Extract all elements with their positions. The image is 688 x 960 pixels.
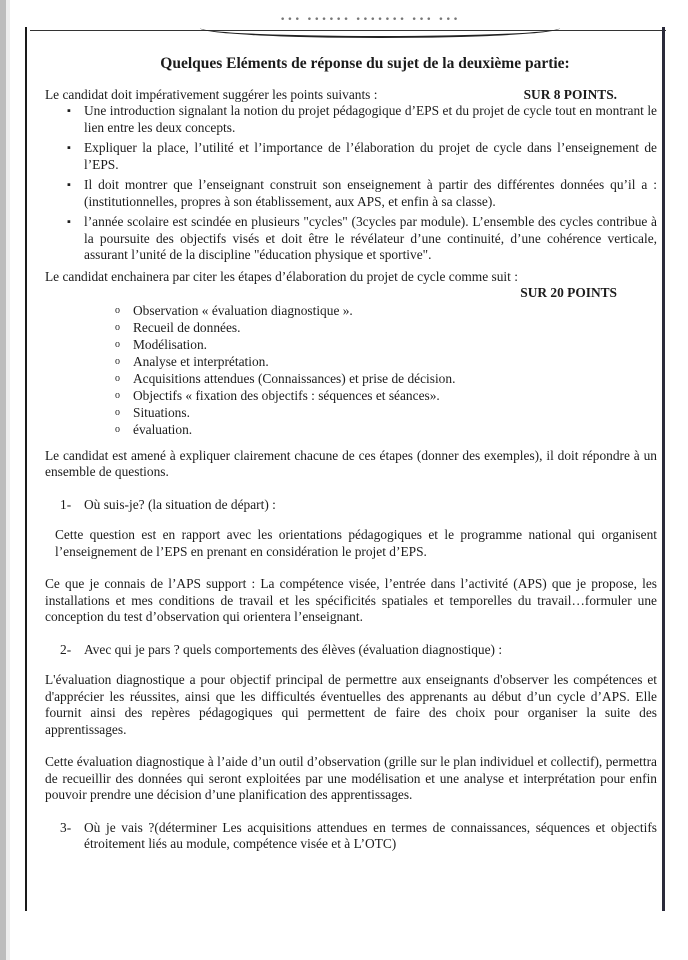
circle-bullet-icon: o xyxy=(115,423,120,435)
section2-intro: Le candidat enchainera par citer les étapes d’élaboration du projet de cycle comme suit : xyxy=(45,268,518,284)
question-number: 1- xyxy=(60,496,72,512)
question-2 xyxy=(45,642,657,659)
explain-paragraph: Le candidat est amené à expliquer clairement chacune de ces étapes (donner des exemples), il doit répondre à un ensemble de questions. xyxy=(45,447,657,479)
section2-points: SUR 20 POINTS xyxy=(520,285,617,300)
list-item: ▪ Il doit montrer que l’enseignant construit son enseignement à partir des différentes données qu’il a : (institutionnelles, propres à son établissement, aux APS, et enfin à sa classe). xyxy=(67,177,657,209)
section1-intro-row xyxy=(45,87,657,104)
bullet-icon: ▪ xyxy=(67,142,71,154)
question-number: 2- xyxy=(60,641,72,657)
question-text: Où je vais ?(déterminer Les acquisitions attendues en termes de connaissances, séquences et objectifs étroitement liés au module, compétence visée et à L’OTC) xyxy=(84,819,657,851)
question-3 xyxy=(45,820,657,853)
question-2-answer-2: Cette évaluation diagnostique à l’aide d’un outil d’observation (grille sur le plan individuel et collectif), permettra de recueillir des données qui seront exploitées par une modélisation et une analyse et interprétation pour enfin pouvoir prendre une décision d’une planification des apprentissages. xyxy=(45,754,657,802)
document-body xyxy=(45,56,657,853)
section1-bullet-list xyxy=(45,103,657,264)
step-item: o Acquisitions attendues (Connaissances) et prise de décision. xyxy=(115,370,456,386)
step-item: o Objectifs « fixation des objectifs : séquences et séances». xyxy=(115,387,440,403)
question-text: Où suis-je? (la situation de départ) : xyxy=(84,496,276,512)
list-item: ▪ Une introduction signalant la notion du projet pédagogique d’EPS et du projet de cycle tout en montrant le lien entre les deux concepts. xyxy=(67,103,657,135)
section1-points: SUR 8 POINTS. xyxy=(523,86,617,102)
question-1 xyxy=(45,497,657,514)
circle-bullet-icon: o xyxy=(115,389,120,401)
step-item: o évaluation. xyxy=(115,421,193,437)
step-item: o Modélisation. xyxy=(115,336,208,352)
scan-edge-inner xyxy=(6,0,10,960)
step-item: o Situations. xyxy=(115,404,190,420)
steps-list xyxy=(45,302,657,438)
question-1-answer-1: Cette question est en rapport avec les orientations pédagogiques et le programme national qui organisent l’enseignement de l’EPS en prenant en considération le projet d’EPS. xyxy=(55,527,657,559)
circle-bullet-icon: o xyxy=(115,304,120,316)
section1-intro: Le candidat doit impérativement suggérer les points suivants : xyxy=(45,86,378,102)
cut-off-header: ••• •••••• ••••••• ••• ••• xyxy=(280,15,461,25)
circle-bullet-icon: o xyxy=(115,372,120,384)
circle-bullet-icon: o xyxy=(115,338,120,350)
question-1-answer-2: Ce que je connais de l’APS support : La compétence visée, l’entrée dans l’activité (APS) que je propose, les installations et mes conditions de travail et les spécificités spatiales et temporelles du travail…formuler une conception du test d’observation qui orientera l’enseignant. xyxy=(45,576,657,624)
question-2-answer-1: L'évaluation diagnostique a pour objectif principal de permettre aux enseignants d'observer les compétences et d'apprécier les réussites, ainsi que les difficultés éventuelles des apprenants au début d’un cycle d’APS. Elle fournit ainsi des repères pédagogiques qui permettent de faire des choix pour organiser la suite des apprentissages. xyxy=(45,672,657,737)
list-item: ▪ Expliquer la place, l’utilité et l’importance de l’élaboration du projet de cycle dans l’enseignement de l’EPS. xyxy=(67,140,657,172)
circle-bullet-icon: o xyxy=(115,321,120,333)
question-text: Avec qui je pars ? quels comportements des élèves (évaluation diagnostique) : xyxy=(84,641,503,657)
step-item: o Recueil de données. xyxy=(115,319,241,335)
bullet-icon: ▪ xyxy=(67,105,71,117)
step-item: o Analyse et interprétation. xyxy=(115,353,269,369)
circle-bullet-icon: o xyxy=(115,406,120,418)
bullet-icon: ▪ xyxy=(67,216,71,228)
question-number: 3- xyxy=(60,819,72,835)
circle-bullet-icon: o xyxy=(115,355,120,367)
step-item: o Observation « évaluation diagnostique ». xyxy=(115,302,353,318)
document-title: Quelques Eléments de réponse du sujet de la deuxième partie: xyxy=(160,55,570,72)
bullet-icon: ▪ xyxy=(67,179,71,191)
list-item: ▪ l’année scolaire est scindée en plusieurs "cycles" (3cycles par module). L’ensemble des cycles contribue à la poursuite des objectifs visés et doit être le révélateur d’une continuité, d’une cohérence verticale, assurant l’unité de la discipline "éducation physique et sportive". xyxy=(67,214,657,262)
